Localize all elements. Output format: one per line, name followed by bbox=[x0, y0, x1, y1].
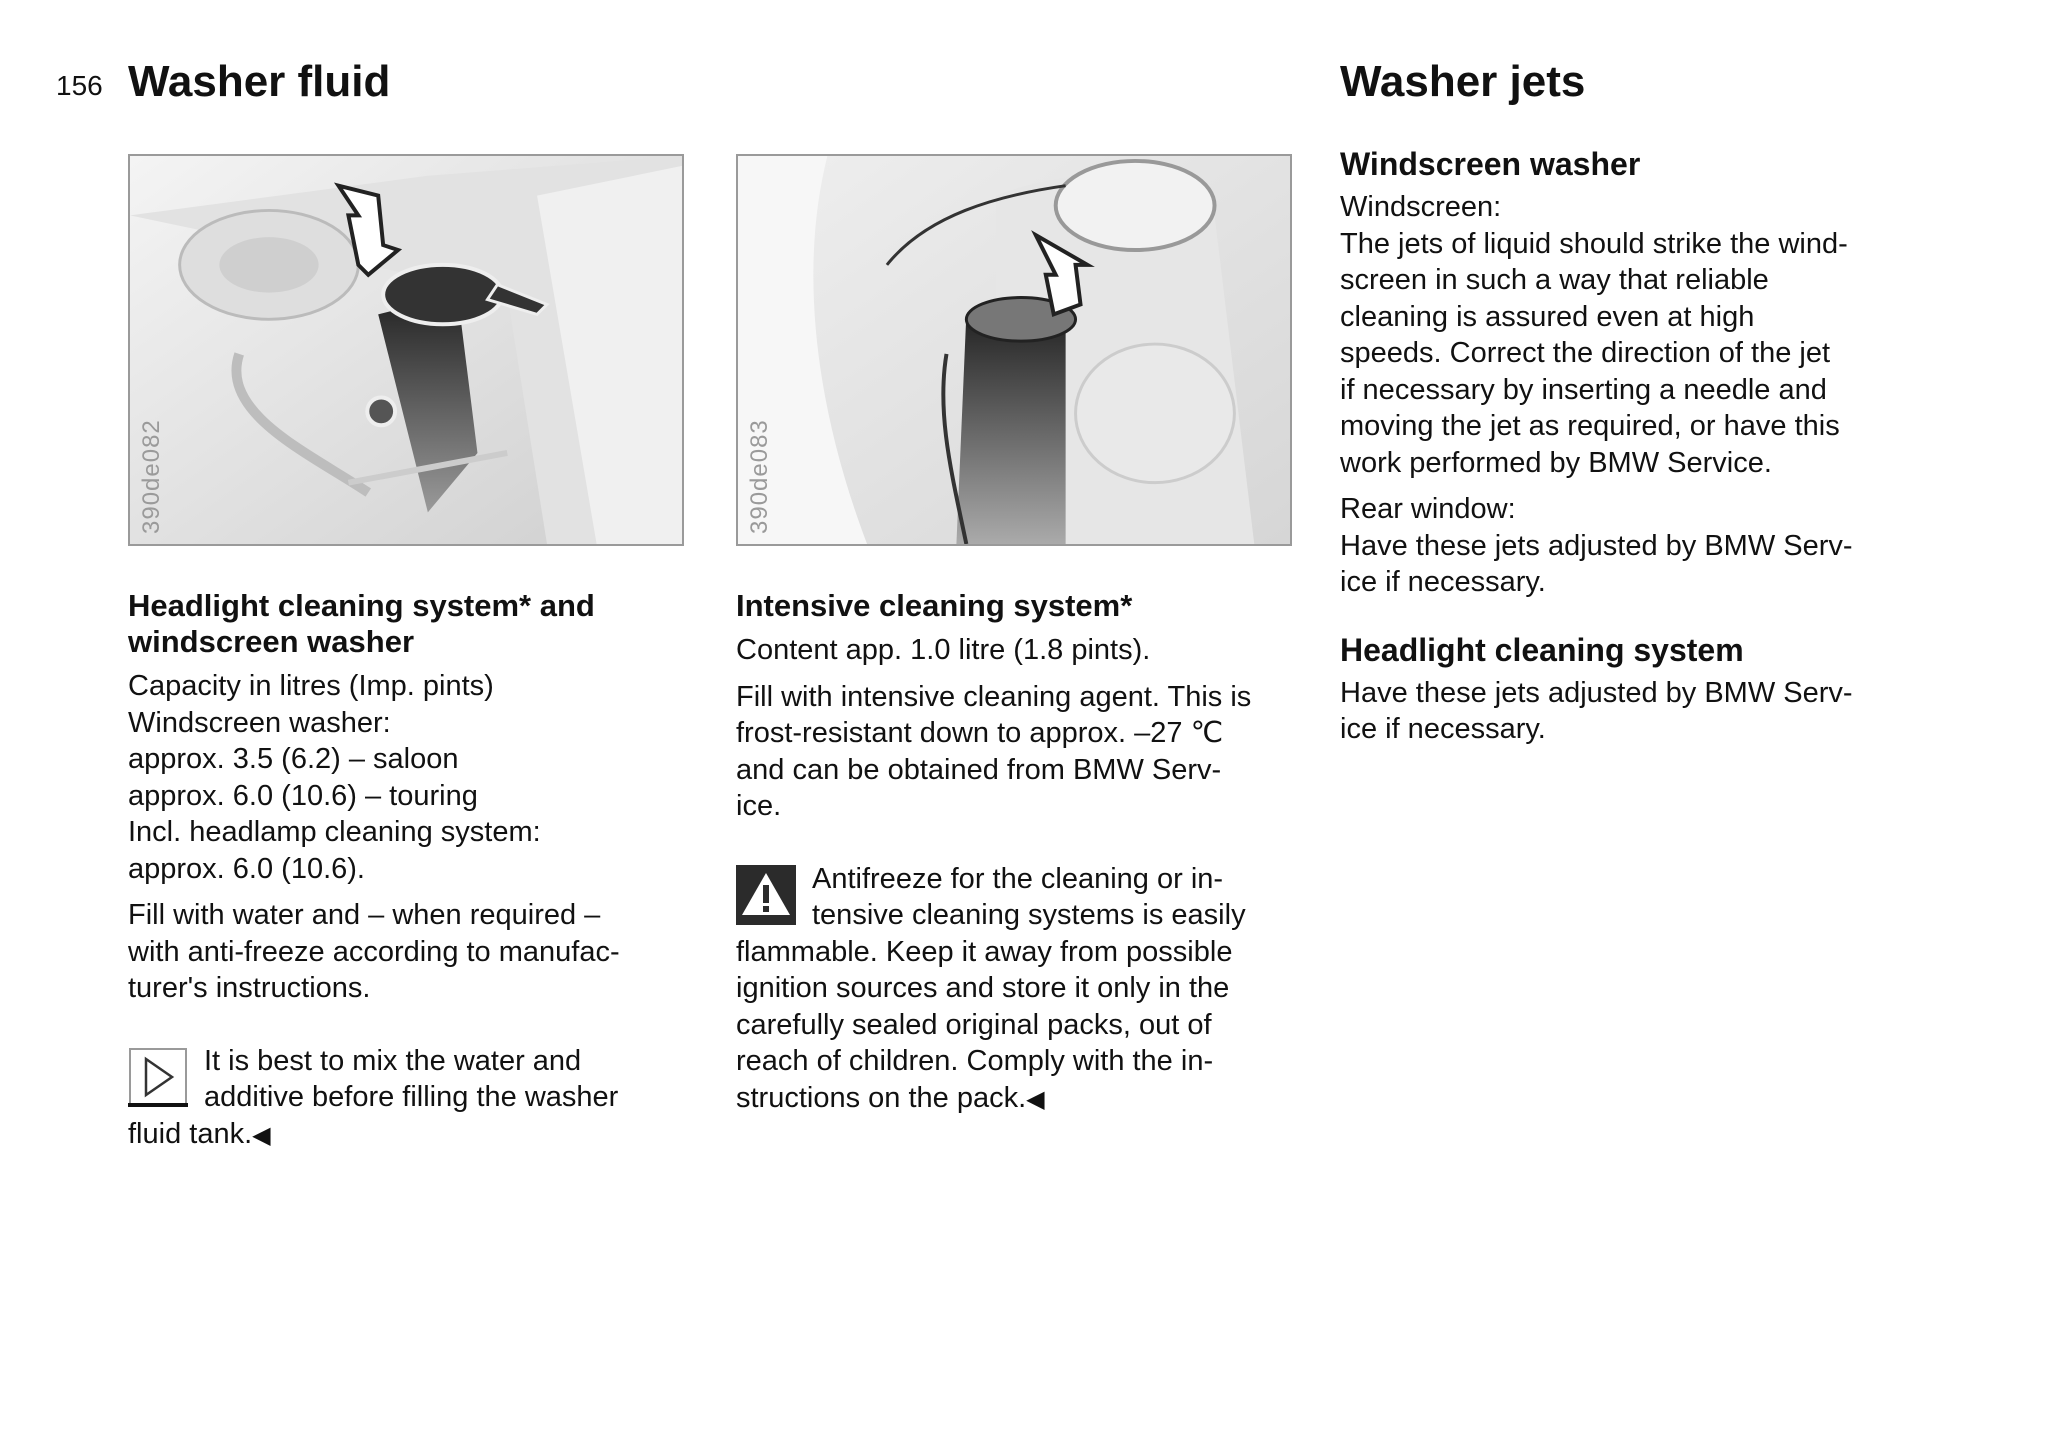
text-line: additive before filling the washer bbox=[204, 1081, 619, 1113]
page-number: 156 bbox=[56, 70, 103, 101]
text-line: Incl. headlamp cleaning system: bbox=[128, 816, 541, 848]
text-line: The jets of liquid should strike the wind- bbox=[1340, 227, 1848, 260]
photo-code: 390de083 bbox=[746, 419, 773, 534]
text-line: Windscreen: bbox=[1340, 191, 1502, 223]
text-line: with anti-freeze according to manufac- bbox=[128, 935, 620, 968]
end-mark: ◀ bbox=[1026, 1085, 1045, 1113]
photo-code: 390de082 bbox=[138, 419, 165, 534]
text-line: Fill with intensive cleaning agent. This is bbox=[736, 680, 1252, 713]
washer-jets-section bbox=[1340, 145, 1960, 758]
windscreen-paragraph bbox=[1340, 189, 1960, 481]
heading-line: windscreen washer bbox=[128, 624, 415, 659]
page-title-washer-fluid: Washer fluid bbox=[128, 57, 391, 106]
text-line: screen in such a way that reliable bbox=[1340, 264, 1769, 296]
capacity-paragraph bbox=[128, 668, 708, 887]
warning-note bbox=[736, 861, 1326, 1119]
text-line: Windscreen washer: bbox=[128, 706, 391, 739]
text-line: frost-resistant down to approx. –27 ℃ bbox=[736, 717, 1224, 749]
text-line bbox=[736, 1080, 1326, 1119]
washer-fluid-reservoir-illustration bbox=[130, 156, 682, 544]
text-line: It is best to mix the water and bbox=[204, 1044, 582, 1077]
washer-fluid-reservoir-photo bbox=[128, 154, 684, 546]
text-line: cleaning is assured even at high bbox=[1340, 300, 1755, 333]
text-line: approx. 6.0 (10.6) – touring bbox=[128, 779, 478, 812]
fill-paragraph bbox=[736, 679, 1326, 825]
text-line: Have these jets adjusted by BMW Serv- bbox=[1340, 676, 1853, 709]
heading-line: Headlight cleaning system* and bbox=[128, 588, 595, 623]
text-line: ignition sources and store it only in the bbox=[736, 972, 1230, 1004]
section-heading-headlight-cleaning: Headlight cleaning system bbox=[1340, 631, 1744, 668]
warning-triangle-icon bbox=[736, 865, 796, 925]
text-line: and can be obtained from BMW Serv- bbox=[736, 753, 1222, 786]
rear-window-paragraph bbox=[1340, 491, 1960, 601]
headlight-paragraph bbox=[1340, 675, 1960, 748]
page-title-washer-jets: Washer jets bbox=[1340, 57, 1586, 106]
text-line: structions on the pack. bbox=[736, 1081, 1027, 1114]
text-line: speeds. Correct the direction of the jet bbox=[1340, 337, 1831, 369]
text-line: Rear window: bbox=[1340, 493, 1516, 525]
text-line: if necessary by inserting a needle and bbox=[1340, 373, 1827, 406]
intensive-cleaning-section bbox=[736, 588, 1326, 1118]
section-heading: Intensive cleaning system* bbox=[736, 588, 1133, 623]
headlight-washer-section bbox=[128, 588, 708, 1154]
section-heading bbox=[128, 588, 708, 660]
text-line: flammable. Keep it away from possible bbox=[736, 935, 1233, 968]
text-line: tensive cleaning systems is easily bbox=[812, 899, 1246, 931]
text-line: ice if necessary. bbox=[1340, 713, 1546, 745]
text-line: Antifreeze for the cleaning or in- bbox=[812, 862, 1224, 895]
text-line: carefully sealed original packs, out of bbox=[736, 1008, 1212, 1041]
text-line: Have these jets adjusted by BMW Serv- bbox=[1340, 529, 1853, 562]
fill-paragraph bbox=[128, 897, 708, 1007]
text-line: turer's instructions. bbox=[128, 972, 371, 1004]
text-line: ice if necessary. bbox=[1340, 566, 1546, 598]
text-line: Fill with water and – when required – bbox=[128, 899, 601, 931]
content-paragraph: Content app. 1.0 litre (1.8 pints). bbox=[736, 634, 1151, 666]
intensive-cleaning-reservoir-illustration bbox=[738, 156, 1290, 544]
text-line: moving the jet as required, or have this bbox=[1340, 410, 1840, 442]
text-line: work performed by BMW Service. bbox=[1340, 446, 1772, 479]
triangle-play-icon bbox=[128, 1047, 188, 1107]
tip-note bbox=[128, 1043, 708, 1155]
text-line: reach of children. Comply with the in- bbox=[736, 1045, 1214, 1077]
text-line bbox=[128, 1116, 708, 1155]
text-line: fluid tank. bbox=[128, 1117, 253, 1150]
text-line: ice. bbox=[736, 790, 782, 822]
intensive-cleaning-reservoir-photo bbox=[736, 154, 1292, 546]
end-mark: ◀ bbox=[252, 1121, 271, 1149]
text-line: approx. 6.0 (10.6). bbox=[128, 852, 365, 885]
text-line: approx. 3.5 (6.2) – saloon bbox=[128, 743, 459, 775]
section-heading-windscreen-washer: Windscreen washer bbox=[1340, 146, 1641, 182]
text-line: Capacity in litres (Imp. pints) bbox=[128, 670, 494, 702]
